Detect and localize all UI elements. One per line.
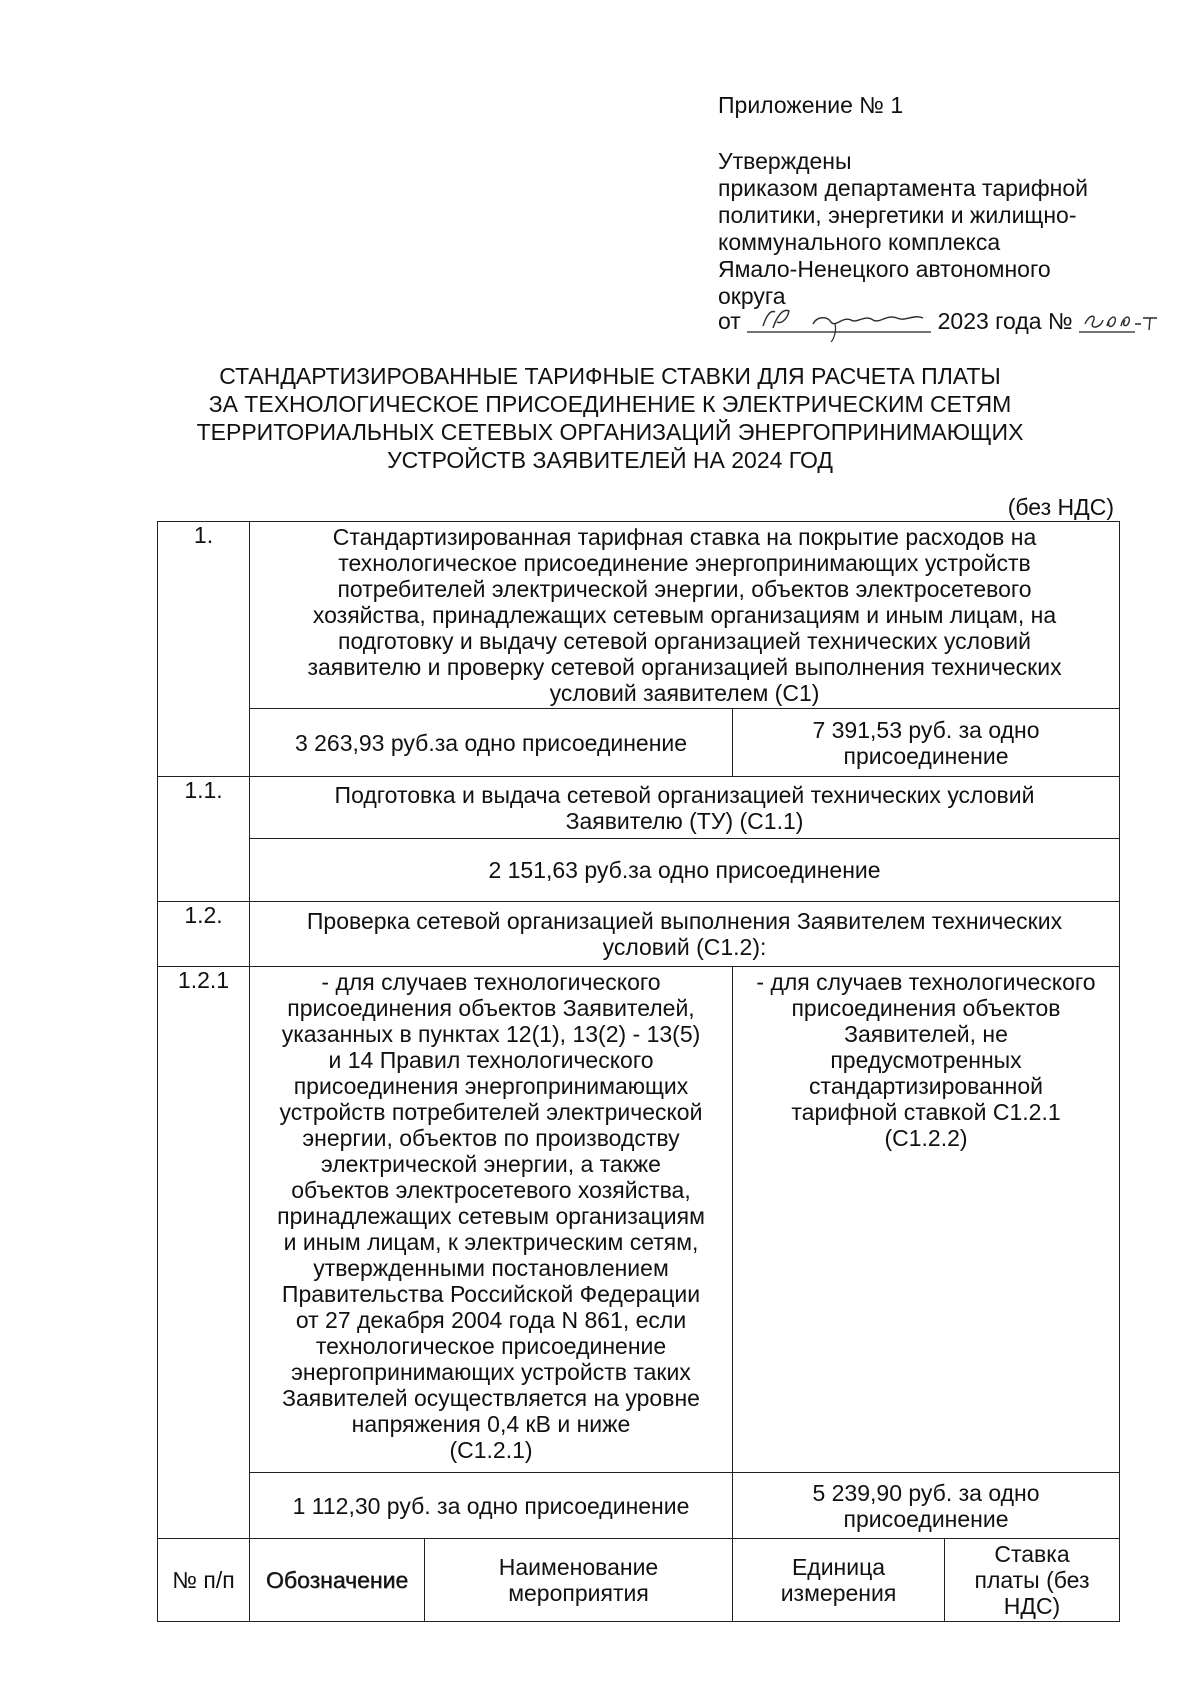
table-row xyxy=(158,709,1120,777)
table-header-row xyxy=(158,1539,1120,1622)
rate-value: 2 151,63 руб.за одно присоединение xyxy=(250,839,1120,902)
column-header: Обозначение xyxy=(250,1539,425,1622)
rate-description: - для случаев технологического присоединения объектов Заявителей, указанных в пунктах 12(1), 13(2) - 13(5) и 14 Правил технологического присоединения энергопринимающих устройств потребителей электрической энергии, объектов по производству электрической энергии, а также объектов электросетевого хозяйства, принадлежащих сетевым организациям и иным лицам, к электрическим сетям, утвержденными постановлением Правительства Российской Федерации от 27 декабря 2004 года N 861, если технологическое присоединение энергопринимающих устройств таких Заявителей осуществляется на уровне напряжения 0,4 кВ и ниже (С1.2.1) xyxy=(250,967,733,1473)
row-number: 1.2.1 xyxy=(158,967,250,1539)
rate-description: Стандартизированная тарифная ставка на покрытие расходов на технологическое присоединение энергопринимающих устройств потребителей электрической энергии, объектов электросетевого хозяйства, принадлежащих сетевым организациям и иным лицам, на подготовку и выдачу сетевой организацией технических условий заявителю и проверку сетевой организацией выполнения технических условий заявителем (С1) xyxy=(250,522,1120,709)
approval-line: округа xyxy=(718,283,786,309)
tariff-rates-table xyxy=(157,521,1120,1622)
title-line: СТАНДАРТИЗИРОВАННЫЕ ТАРИФНЫЕ СТАВКИ ДЛЯ РАСЧЕТА ПЛАТЫ xyxy=(219,363,1001,389)
rate-value: 7 391,53 руб. за одно присоединение xyxy=(733,709,1120,777)
order-reference-line xyxy=(718,308,1147,335)
column-header: № п/п xyxy=(158,1539,250,1622)
title-line: ТЕРРИТОРИАЛЬНЫХ СЕТЕВЫХ ОРГАНИЗАЦИЙ ЭНЕРГОПРИНИМАЮЩИХ xyxy=(196,419,1024,445)
row-number: 1.1. xyxy=(158,777,250,902)
document-title xyxy=(160,362,1060,474)
approval-block xyxy=(718,148,1158,310)
table-row xyxy=(158,1473,1120,1539)
approval-line: приказом департамента тарифной xyxy=(718,175,1089,201)
handwritten-order-number xyxy=(1079,308,1147,335)
rate-value: 5 239,90 руб. за одно присоединение xyxy=(733,1473,1120,1539)
handwritten-date xyxy=(747,308,931,335)
rate-value: 3 263,93 руб.за одно присоединение xyxy=(250,709,733,777)
rate-description: Подготовка и выдача сетевой организацией технических условий Заявителю (ТУ) (С1.1) xyxy=(250,777,1120,839)
approval-line: политики, энергетики и жилищно- xyxy=(718,202,1077,228)
vat-note: (без НДС) xyxy=(1007,494,1114,520)
table-row xyxy=(158,522,1120,709)
order-year-label: 2023 года № xyxy=(937,308,1073,334)
column-header: Ставка платы (без НДС) xyxy=(945,1539,1120,1622)
approval-line: Утверждены xyxy=(718,148,852,174)
table-row xyxy=(158,967,1120,1473)
table-row xyxy=(158,777,1120,839)
approval-line: Ямало-Ненецкого автономного xyxy=(718,256,1051,282)
title-line: УСТРОЙСТВ ЗАЯВИТЕЛЕЙ НА 2024 ГОД xyxy=(387,447,833,473)
column-header: Единица измерения xyxy=(733,1539,945,1622)
rate-description: - для случаев технологического присоединения объектов Заявителей, не предусмотренных стандартизированной тарифной ставкой С1.2.1 (С1.2.2) xyxy=(733,967,1120,1473)
rate-value: 1 112,30 руб. за одно присоединение xyxy=(250,1473,733,1539)
appendix-label: Приложение № 1 xyxy=(718,92,904,118)
row-number: 1. xyxy=(158,522,250,777)
table-row xyxy=(158,902,1120,967)
title-line: ЗА ТЕХНОЛОГИЧЕСКОЕ ПРИСОЕДИНЕНИЕ К ЭЛЕКТРИЧЕСКИМ СЕТЯМ xyxy=(208,391,1012,417)
approval-line: коммунального комплекса xyxy=(718,229,1001,255)
column-header: Наименование мероприятия xyxy=(425,1539,733,1622)
table-row xyxy=(158,839,1120,902)
row-number: 1.2. xyxy=(158,902,250,967)
order-prefix: от xyxy=(718,308,741,334)
rate-description: Проверка сетевой организацией выполнения Заявителем технических условий (С1.2): xyxy=(250,902,1120,967)
